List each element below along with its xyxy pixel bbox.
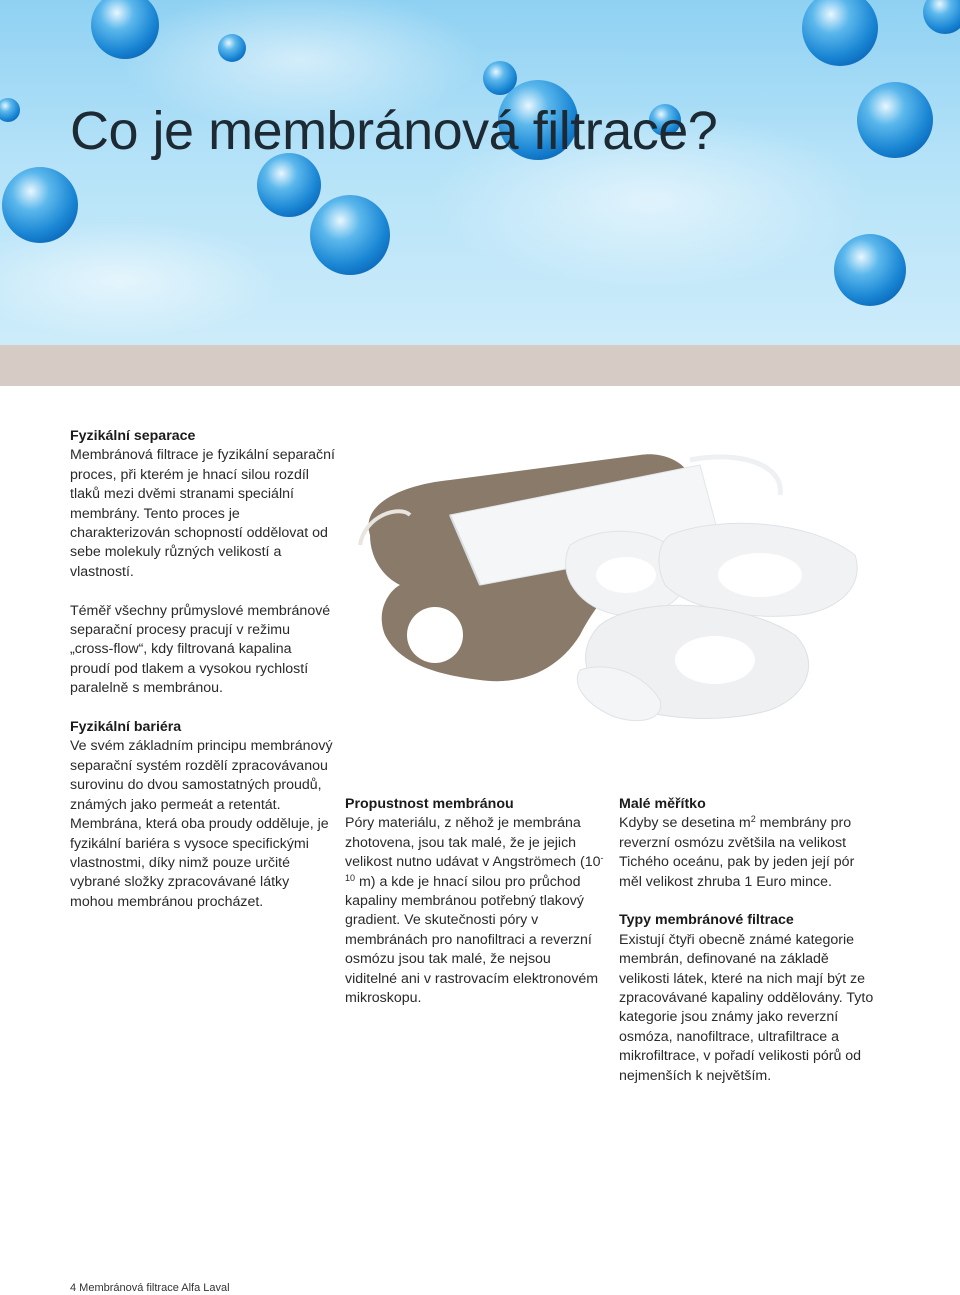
column-left <box>70 427 335 912</box>
hero-banner <box>0 0 960 345</box>
water-droplets-image <box>0 0 960 345</box>
heading-fyzikalni-bariera: Fyzikální bariéra <box>70 719 182 736</box>
column-right <box>619 795 879 1086</box>
heading-propustnost: Propustnost membránou <box>345 796 514 812</box>
paragraph-typy-filtrace: Existují čtyři obecně známé kategorie membrán, definované na základě velikosti látek, které na nich mají být ze zpracovávané kapaliny oddělovány. Tyto kategorie jsou známy jako reverzní osmóza, nanofiltrace, ultrafiltrace a mikrofiltrace, v pořadí velikosti pórů od nejmenších k největším. <box>619 931 874 1084</box>
heading-male-meritko: Malé měřítko <box>619 796 706 812</box>
paragraph-propustnost: Póry materiálu, z něhož je membrána zhotovena, jsou tak malé, že je jejich velikost nutno udávat v Angströmech ($10^{-10}$ m) a kde je hnací silou pro průchod kapaliny membránou potřebný tlakový gradient. Ve skutečnosti póry v membránách pro nanofiltraci a reverzní osmózu jsou tak malé, že nejsou viditelné ani v rastrovacím elektronovém mikroskopu. <box>345 815 604 1007</box>
membrane-samples-photo <box>340 425 870 765</box>
paragraph-fyzikalni-bariera: Ve svém základním principu membránový separační systém rozdělí zpracovávanou surovinu do dvou samostatných proudů, známých jako permeát a retentát. Membrána, která oba proudy odděluje, je fyzikální bariéra s vysoce specifickými vlastnostmi, díky nimž pouze určité vybrané složky zpracovávané látky mohou membránou procházet. <box>70 738 333 910</box>
paragraph-fyzikalni-separace: Membránová filtrace je fyzikální separační proces, při kterém je hnací silou rozdíl tlaků mezi dvěmi stranami speciální membrány. Tento proces je charakterizován schopností oddělovat od sebe molekuly různých velikostí a vlastností. <box>70 447 335 580</box>
page-title: Co je membránová filtrace? <box>70 101 718 161</box>
heading-typy-filtrace: Typy membránové filtrace <box>619 912 794 929</box>
divider-band <box>0 345 960 386</box>
heading-fyzikalni-separace: Fyzikální separace <box>70 428 196 444</box>
paragraph-male-meritko: Kdyby se desetina $m^2$ membrány pro reverzní osmózu zvětšila na velikost Tichého oceánu, pak by jeden její pór měl velikost zhruba 1 Euro mince. <box>619 814 855 890</box>
page-footer: 4 Membránová filtrace Alfa Laval <box>70 1282 230 1294</box>
paragraph-cross-flow: Téměř všechny průmyslové membránové separační procesy pracují v režimu „cross-flow“, kdy filtrovaná kapalina proudí pod tlakem a vysokou rychlostí paralelně s membránou. <box>70 602 331 697</box>
column-middle <box>345 795 605 1008</box>
